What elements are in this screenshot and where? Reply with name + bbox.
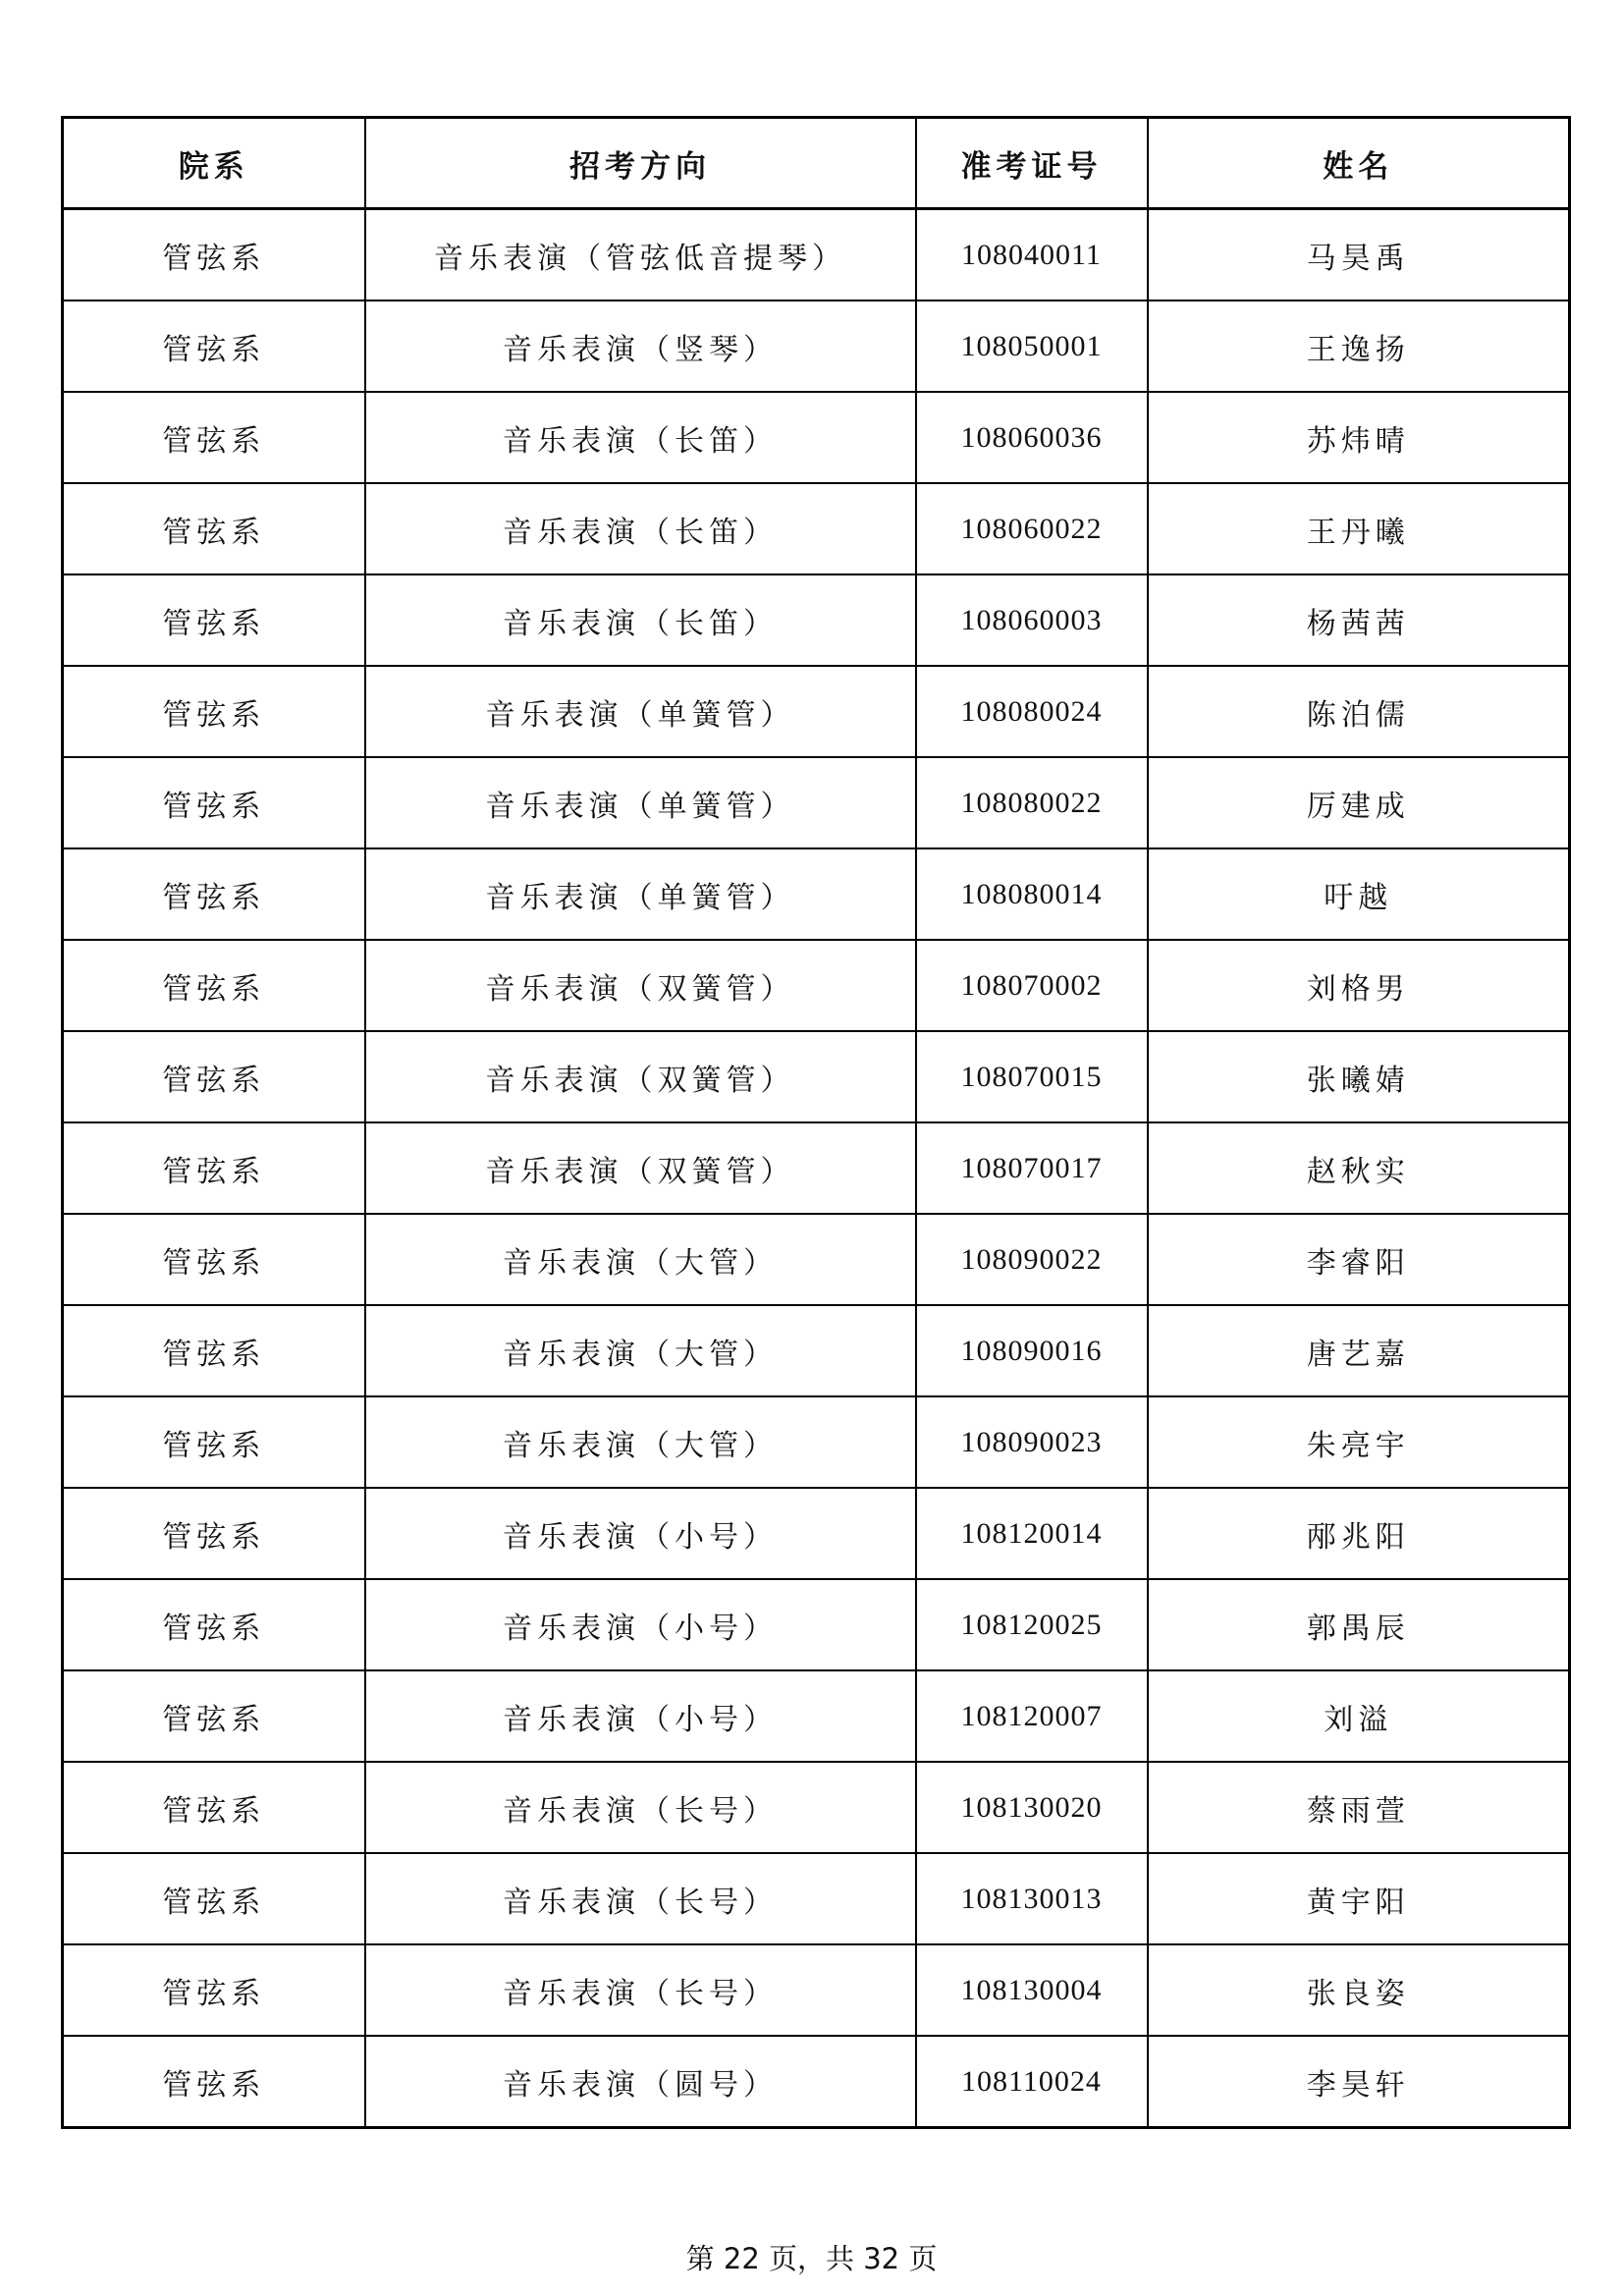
dept-cell: 管弦系 bbox=[63, 483, 365, 574]
table-row bbox=[63, 574, 1570, 666]
table-row bbox=[63, 1579, 1570, 1670]
table-row bbox=[63, 301, 1570, 392]
direction-cell: 音乐表演（大管） bbox=[365, 1214, 916, 1305]
dept-cell: 管弦系 bbox=[63, 209, 365, 301]
name-cell: 刘格男 bbox=[1148, 940, 1570, 1031]
name-cell: 刘溢 bbox=[1148, 1670, 1570, 1762]
dept-cell: 管弦系 bbox=[63, 1579, 365, 1670]
direction-cell: 音乐表演（大管） bbox=[365, 1305, 916, 1396]
direction-cell: 音乐表演（小号） bbox=[365, 1670, 916, 1762]
exam-id-cell: 108090023 bbox=[916, 1396, 1148, 1488]
direction-cell: 音乐表演（小号） bbox=[365, 1579, 916, 1670]
name-cell: 唐艺嘉 bbox=[1148, 1305, 1570, 1396]
direction-cell: 音乐表演（长笛） bbox=[365, 483, 916, 574]
header-exam-id: 准考证号 bbox=[916, 118, 1148, 209]
direction-cell: 音乐表演（小号） bbox=[365, 1488, 916, 1579]
dept-cell: 管弦系 bbox=[63, 1396, 365, 1488]
dept-cell: 管弦系 bbox=[63, 1122, 365, 1214]
direction-cell: 音乐表演（长号） bbox=[365, 1853, 916, 1944]
table-row bbox=[63, 666, 1570, 757]
header-direction: 招考方向 bbox=[365, 118, 916, 209]
name-cell: 朱亮宇 bbox=[1148, 1396, 1570, 1488]
name-cell: 厉建成 bbox=[1148, 757, 1570, 848]
name-cell: 黄宇阳 bbox=[1148, 1853, 1570, 1944]
header-name: 姓名 bbox=[1148, 118, 1570, 209]
dept-cell: 管弦系 bbox=[63, 1488, 365, 1579]
table-row bbox=[63, 1031, 1570, 1122]
direction-cell: 音乐表演（长笛） bbox=[365, 392, 916, 483]
direction-cell: 音乐表演（单簧管） bbox=[365, 757, 916, 848]
exam-id-cell: 108070017 bbox=[916, 1122, 1148, 1214]
dept-cell: 管弦系 bbox=[63, 1944, 365, 2036]
dept-cell: 管弦系 bbox=[63, 1853, 365, 1944]
dept-cell: 管弦系 bbox=[63, 574, 365, 666]
dept-cell: 管弦系 bbox=[63, 392, 365, 483]
dept-cell: 管弦系 bbox=[63, 666, 365, 757]
name-cell: 赵秋实 bbox=[1148, 1122, 1570, 1214]
table-row bbox=[63, 2036, 1570, 2128]
table-row bbox=[63, 1488, 1570, 1579]
name-cell: 邴兆阳 bbox=[1148, 1488, 1570, 1579]
table-row bbox=[63, 1122, 1570, 1214]
table-row bbox=[63, 848, 1570, 940]
name-cell: 吁越 bbox=[1148, 848, 1570, 940]
name-cell: 王丹曦 bbox=[1148, 483, 1570, 574]
name-cell: 王逸扬 bbox=[1148, 301, 1570, 392]
table-row bbox=[63, 1670, 1570, 1762]
exam-id-cell: 108130013 bbox=[916, 1853, 1148, 1944]
direction-cell: 音乐表演（长号） bbox=[365, 1762, 916, 1853]
dept-cell: 管弦系 bbox=[63, 2036, 365, 2128]
direction-cell: 音乐表演（长号） bbox=[365, 1944, 916, 2036]
table-row bbox=[63, 757, 1570, 848]
table-row bbox=[63, 483, 1570, 574]
name-cell: 蔡雨萱 bbox=[1148, 1762, 1570, 1853]
exam-id-cell: 108080014 bbox=[916, 848, 1148, 940]
name-cell: 陈泊儒 bbox=[1148, 666, 1570, 757]
table-row bbox=[63, 1396, 1570, 1488]
table-row bbox=[63, 209, 1570, 301]
table-row bbox=[63, 1762, 1570, 1853]
direction-cell: 音乐表演（双簧管） bbox=[365, 940, 916, 1031]
table-row bbox=[63, 1214, 1570, 1305]
table-row bbox=[63, 940, 1570, 1031]
admission-table bbox=[61, 116, 1571, 2129]
exam-id-cell: 108130004 bbox=[916, 1944, 1148, 2036]
name-cell: 马昊禹 bbox=[1148, 209, 1570, 301]
name-cell: 李昊轩 bbox=[1148, 2036, 1570, 2128]
direction-cell: 音乐表演（大管） bbox=[365, 1396, 916, 1488]
exam-id-cell: 108070002 bbox=[916, 940, 1148, 1031]
direction-cell: 音乐表演（双簧管） bbox=[365, 1031, 916, 1122]
dept-cell: 管弦系 bbox=[63, 940, 365, 1031]
exam-id-cell: 108040011 bbox=[916, 209, 1148, 301]
exam-id-cell: 108120007 bbox=[916, 1670, 1148, 1762]
dept-cell: 管弦系 bbox=[63, 848, 365, 940]
name-cell: 杨茜茜 bbox=[1148, 574, 1570, 666]
exam-id-cell: 108120014 bbox=[916, 1488, 1148, 1579]
header-row bbox=[63, 118, 1570, 209]
exam-id-cell: 108060022 bbox=[916, 483, 1148, 574]
exam-id-cell: 108060003 bbox=[916, 574, 1148, 666]
dept-cell: 管弦系 bbox=[63, 1762, 365, 1853]
dept-cell: 管弦系 bbox=[63, 1031, 365, 1122]
direction-cell: 音乐表演（双簧管） bbox=[365, 1122, 916, 1214]
header-dept: 院系 bbox=[63, 118, 365, 209]
direction-cell: 音乐表演（单簧管） bbox=[365, 848, 916, 940]
table-row bbox=[63, 1853, 1570, 1944]
name-cell: 张良姿 bbox=[1148, 1944, 1570, 2036]
exam-id-cell: 108080022 bbox=[916, 757, 1148, 848]
exam-id-cell: 108110024 bbox=[916, 2036, 1148, 2128]
exam-id-cell: 108050001 bbox=[916, 301, 1148, 392]
direction-cell: 音乐表演（圆号） bbox=[365, 2036, 916, 2128]
name-cell: 郭禺辰 bbox=[1148, 1579, 1570, 1670]
table-row bbox=[63, 1944, 1570, 2036]
exam-id-cell: 108120025 bbox=[916, 1579, 1148, 1670]
exam-id-cell: 108070015 bbox=[916, 1031, 1148, 1122]
exam-id-cell: 108080024 bbox=[916, 666, 1148, 757]
dept-cell: 管弦系 bbox=[63, 1214, 365, 1305]
exam-id-cell: 108060036 bbox=[916, 392, 1148, 483]
direction-cell: 音乐表演（单簧管） bbox=[365, 666, 916, 757]
direction-cell: 音乐表演（管弦低音提琴） bbox=[365, 209, 916, 301]
name-cell: 苏炜晴 bbox=[1148, 392, 1570, 483]
table-row bbox=[63, 392, 1570, 483]
dept-cell: 管弦系 bbox=[63, 301, 365, 392]
dept-cell: 管弦系 bbox=[63, 1670, 365, 1762]
dept-cell: 管弦系 bbox=[63, 757, 365, 848]
exam-id-cell: 108090016 bbox=[916, 1305, 1148, 1396]
exam-id-cell: 108090022 bbox=[916, 1214, 1148, 1305]
direction-cell: 音乐表演（竖琴） bbox=[365, 301, 916, 392]
exam-id-cell: 108130020 bbox=[916, 1762, 1148, 1853]
dept-cell: 管弦系 bbox=[63, 1305, 365, 1396]
name-cell: 李睿阳 bbox=[1148, 1214, 1570, 1305]
page-number: 第 22 页，共 32 页 bbox=[685, 2242, 938, 2275]
direction-cell: 音乐表演（长笛） bbox=[365, 574, 916, 666]
table-row bbox=[63, 1305, 1570, 1396]
name-cell: 张曦婧 bbox=[1148, 1031, 1570, 1122]
